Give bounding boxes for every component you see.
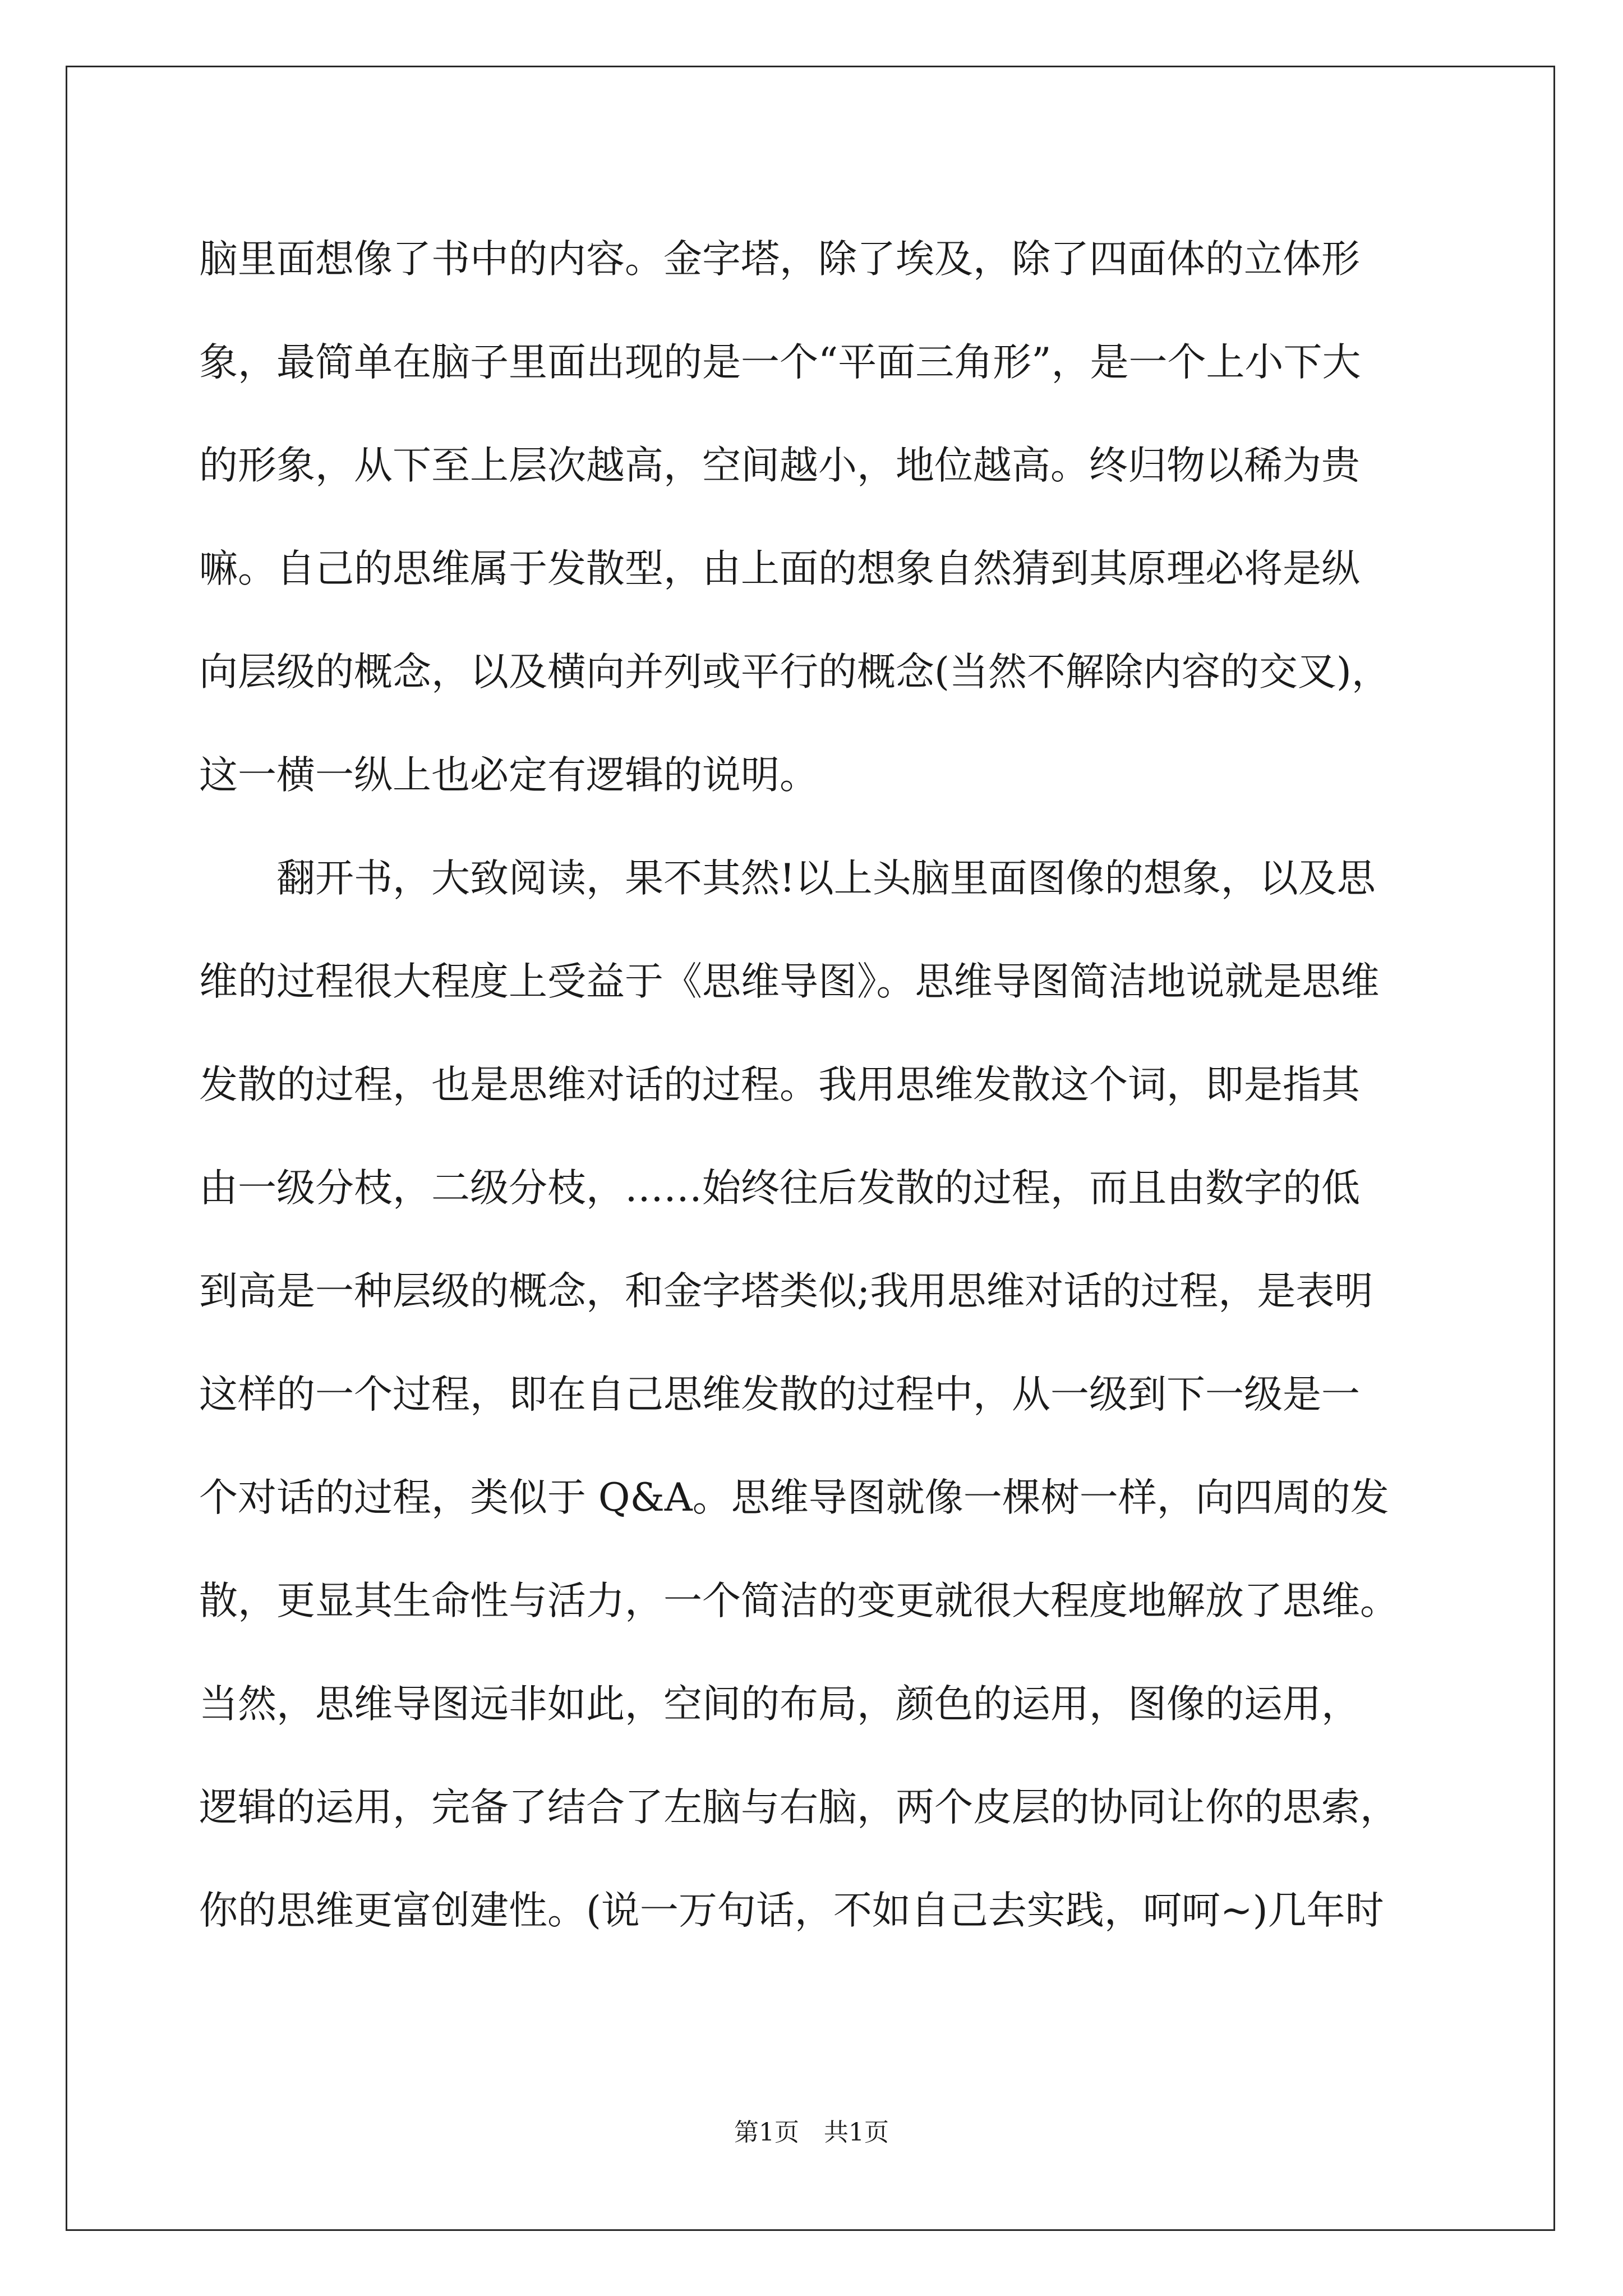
paragraph-2-line-11: 你的思维更富创建性。(说一万句话，不如自己去实践，呵呵~)几年时 (199, 1888, 1384, 1933)
paragraph-2-line-1: 翻开书，大致阅读，果不其然!以上头脑里面图像的想象，以及思 (276, 856, 1376, 901)
paragraph-1-line-6: 这一横一纵上也必定有逻辑的说明。 (199, 753, 818, 798)
paragraph-1-line-1: 脑里面想像了书中的内容。金字塔，除了埃及，除了四面体的立体形 (199, 237, 1360, 282)
page-footer (0, 2112, 1623, 2148)
page-total: 共1页 (824, 2118, 889, 2147)
page-number: 第1页 (734, 2118, 799, 2147)
paragraph-2-line-9: 当然，思维导图远非如此，空间的布局，颜色的运用，图像的运用， (199, 1682, 1360, 1727)
paragraph-1-line-3: 的形象，从下至上层次越高，空间越小，地位越高。终归物以稀为贵 (199, 443, 1360, 488)
paragraph-2-line-10: 逻辑的运用，完备了结合了左脑与右脑，两个皮层的协同让你的思索， (199, 1785, 1399, 1830)
paragraph-1-line-5: 向层级的概念，以及横向并列或平行的概念(当然不解除内容的交叉)， (199, 650, 1390, 694)
paragraph-2-line-4: 由一级分枝，二级分枝，……始终往后发散的过程，而且由数字的低 (199, 1166, 1360, 1211)
document-body (199, 208, 1430, 1962)
paragraph-2-line-5: 到高是一种层级的概念，和金字塔类似;我用思维对话的过程，是表明 (199, 1269, 1373, 1314)
paragraph-1-line-4: 嘛。自己的思维属于发散型，由上面的想象自然猜到其原理必将是纵 (199, 546, 1360, 591)
paragraph-2-line-6: 这样的一个过程，即在自己思维发散的过程中，从一级到下一级是一 (199, 1372, 1360, 1417)
paragraph-2-line-7: 个对话的过程，类似于 Q&A。思维导图就像一棵树一样，向四周的发 (199, 1475, 1389, 1520)
paragraph-1-line-2: 象，最简单在脑子里面出现的是一个“平面三角形”，是一个上小下大 (199, 340, 1361, 385)
paragraph-2-line-2: 维的过程很大程度上受益于《思维导图》。思维导图简洁地说就是思维 (199, 959, 1380, 1004)
paragraph-2-line-3: 发散的过程，也是思维对话的过程。我用思维发散这个词，即是指其 (199, 1062, 1360, 1107)
paragraph-2-line-8: 散，更显其生命性与活力，一个简洁的变更就很大程度地解放了思维。 (199, 1579, 1399, 1623)
